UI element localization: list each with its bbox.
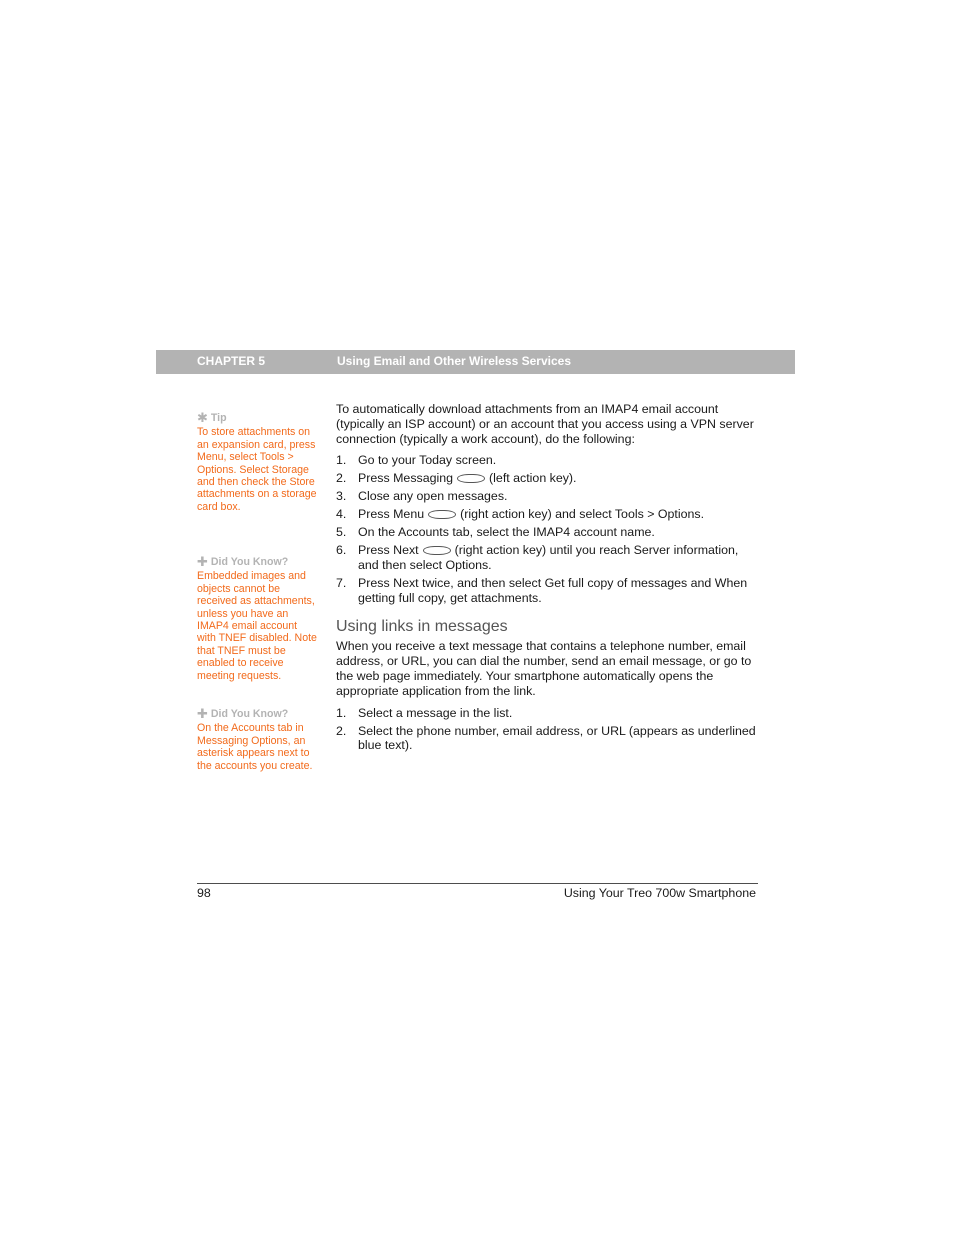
- list-item: [336, 507, 756, 522]
- list-item: [336, 576, 756, 606]
- step-number: 1.: [336, 453, 347, 468]
- step-number: 5.: [336, 525, 347, 540]
- sidebar-body: On the Accounts tab in Messaging Options, an asterisk appears next to the accounts you create.: [197, 722, 313, 772]
- step-number: 1.: [336, 705, 347, 720]
- sidebar-body: Embedded images and objects cannot be received as attachments, unless you have an IMAP4 email account with TNEF disabled. Note that TNEF must be enabled to receive meeting requests.: [197, 570, 317, 682]
- sidebar-did-you-know-2: [197, 708, 317, 772]
- step-text-before: Press Next: [358, 543, 419, 558]
- step-text: Go to your Today screen.: [358, 453, 497, 468]
- step-number: 2.: [336, 471, 347, 486]
- list-item: [336, 706, 756, 721]
- step-number: 3.: [336, 489, 347, 504]
- section-steps-list: [336, 706, 756, 754]
- step-text: Select a message in the list.: [358, 705, 513, 720]
- step-text-after: (right action key) until you reach Server information, and then select Options.: [358, 543, 739, 573]
- step-text: [358, 507, 756, 522]
- sidebar-body: To store attachments on an expansion card, press Menu, select Tools > Options. Select Storage and then check the Store attachments on a storage card box.: [197, 426, 317, 513]
- intro-paragraph: To automatically download attachments from an IMAP4 email account (typically an ISP account) or an account that you access using a VPN server connection (typically a work account), do the following:: [336, 402, 754, 446]
- plus-icon: ✚: [197, 554, 208, 570]
- step-text: Close any open messages.: [358, 489, 508, 504]
- list-item: [336, 471, 756, 486]
- step-number: 4.: [336, 507, 347, 522]
- step-text: Press Next twice, and then select Get full copy of messages and When getting full copy, get attachments.: [358, 576, 748, 605]
- list-item: [336, 543, 756, 573]
- chapter-header-bar: [156, 350, 795, 374]
- list-item: [336, 525, 756, 540]
- step-text: [358, 471, 756, 486]
- step-text: Select the phone number, email address, or URL (appears as underlined blue text).: [358, 723, 756, 753]
- page-number: 98: [197, 886, 211, 900]
- chapter-label: CHAPTER 5: [197, 354, 266, 368]
- book-title: Using Your Treo 700w Smartphone: [563, 886, 756, 900]
- step-text: On the Accounts tab, select the IMAP4 account name.: [358, 525, 655, 540]
- step-text-before: Press Menu: [358, 507, 425, 522]
- left-action-key-icon: [457, 474, 485, 483]
- step-text: [358, 543, 756, 573]
- footer-divider: [197, 883, 758, 884]
- right-action-key-icon: [423, 546, 451, 555]
- sidebar-did-you-know-1: [197, 556, 317, 682]
- step-number: 7.: [336, 576, 347, 591]
- sidebar-tip: [197, 412, 317, 513]
- chapter-title: Using Email and Other Wireless Services: [337, 354, 571, 368]
- asterisk-icon: ✱: [197, 410, 208, 426]
- step-number: 6.: [336, 543, 347, 558]
- plus-icon: ✚: [197, 706, 208, 722]
- list-item: [336, 489, 756, 504]
- sidebar-heading: Tip: [210, 412, 227, 424]
- list-item: [336, 453, 756, 468]
- step-text-after: (left action key).: [489, 471, 577, 486]
- sidebar-heading: Did You Know?: [210, 556, 289, 568]
- section-intro-paragraph: When you receive a text message that contains a telephone number, email address, or URL, you can dial the number, send an email message, or go to the web page immediately. Your smartphone automatically opens the appropriate application from the link.: [336, 639, 752, 698]
- sidebar-heading: Did You Know?: [210, 708, 289, 720]
- steps-list: [336, 453, 756, 605]
- step-text-after: (right action key) and select Tools > Options.: [460, 507, 705, 522]
- main-content: [336, 402, 756, 761]
- step-text-before: Press Messaging: [358, 471, 454, 486]
- section-heading: Using links in messages: [336, 617, 508, 635]
- right-action-key-icon: [428, 510, 456, 519]
- list-item: [336, 724, 756, 754]
- step-number: 2.: [336, 723, 347, 738]
